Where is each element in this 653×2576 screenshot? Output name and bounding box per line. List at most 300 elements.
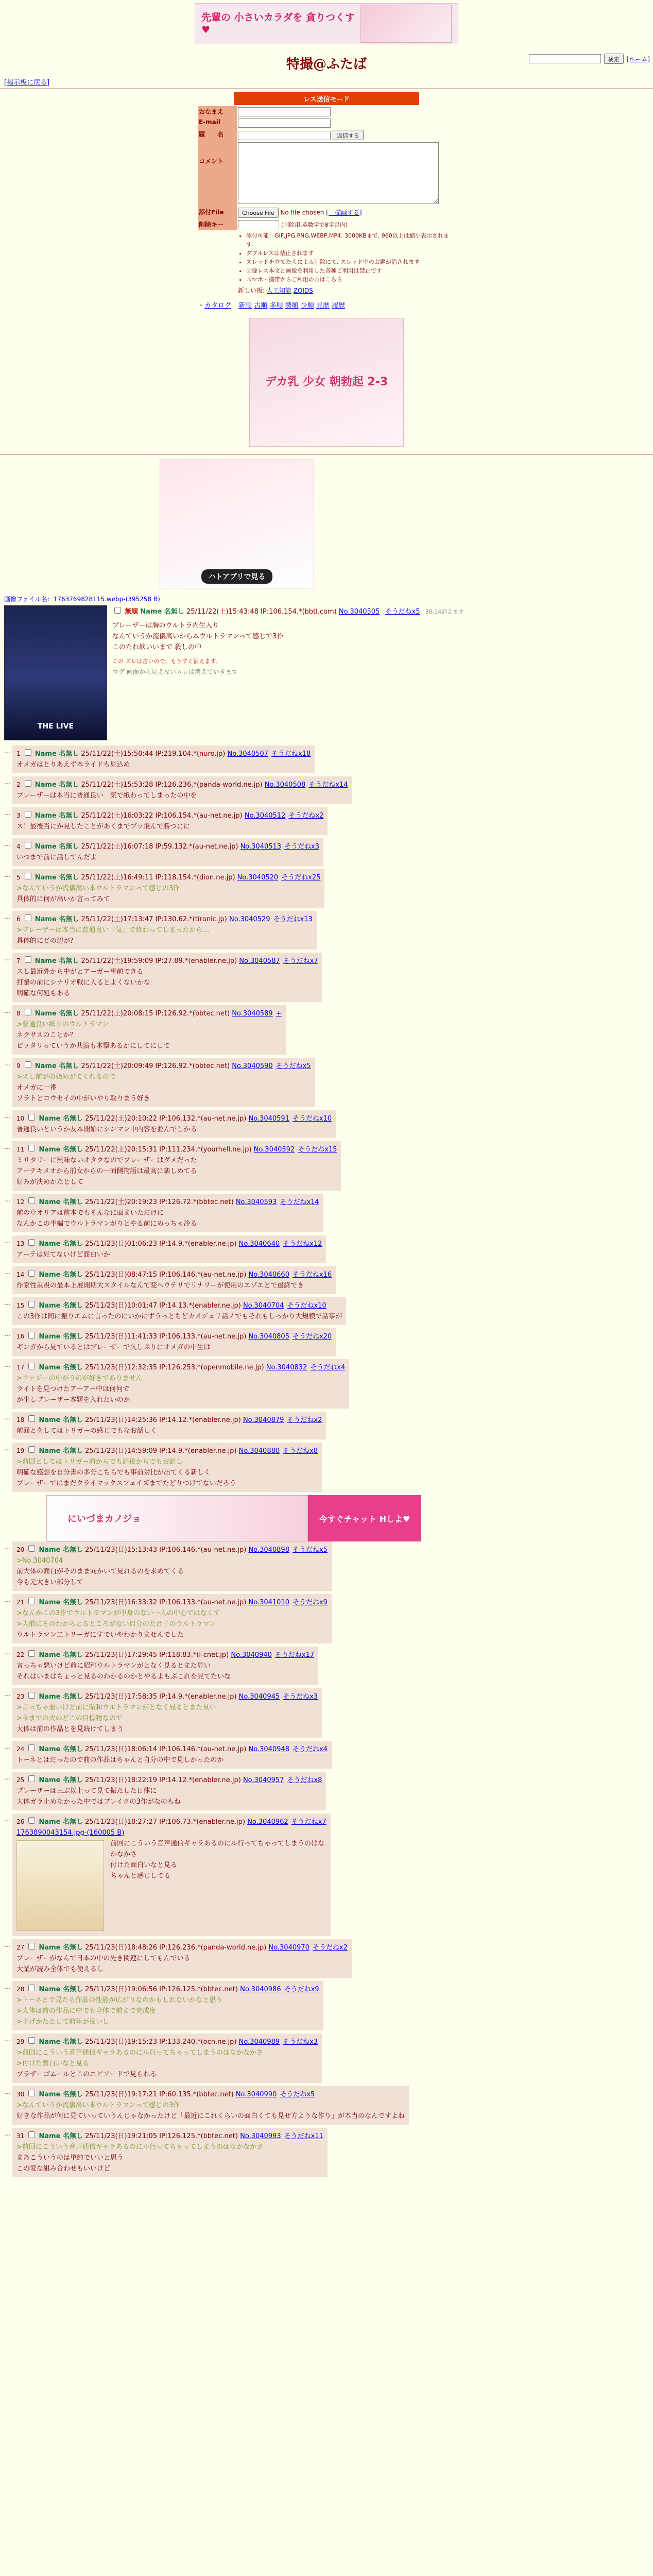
reply-line: ちゃんと感じしてる <box>110 1872 171 1880</box>
reply-post <box>12 1328 336 1356</box>
reply-soudane-button[interactable]: そうだねx12 <box>283 1240 322 1248</box>
reply-line: >なんていうか流儀高い本ウルトラマンって感じの3作 <box>16 885 180 892</box>
reply-gutter: … <box>4 913 10 920</box>
reply-delete-checkbox[interactable] <box>25 780 31 787</box>
reply-soudane-button[interactable]: そうだねx3 <box>284 843 320 851</box>
link-catalog[interactable]: カタログ <box>204 302 232 310</box>
op-date: 25/11/22(土)15:43:48 IP:106.154.*(bbtl.com) <box>186 608 337 616</box>
new-board-link-zoids[interactable]: ZOIDS <box>293 287 313 294</box>
reply-line: 今も元大きい部分して <box>16 1579 84 1586</box>
reply-soudane-button[interactable]: そうだねx17 <box>274 1651 315 1659</box>
reply-date: 25/11/23(日)12:32:35 IP:126.253.*(openmobile.ne.jp) <box>85 1364 264 1371</box>
reply-delete-checkbox[interactable] <box>25 811 31 818</box>
reply-date: 25/11/22(土)16:49:11 IP:118.154.*(dion.ne.jp) <box>81 874 235 882</box>
reply-soudane-button[interactable]: そうだねx11 <box>284 2132 323 2140</box>
reply-soudane-button[interactable]: そうだねx10 <box>287 1302 326 1310</box>
reply-delete-checkbox[interactable] <box>25 1009 31 1015</box>
reply-post <box>12 2033 322 2083</box>
reply-gutter: … <box>4 1445 10 1452</box>
reply-line: アーテは見てないけど面白いか <box>16 1251 110 1259</box>
op-line: ブレーザーは胸のウルトラ内生入り <box>112 622 219 630</box>
inline-ad-cta[interactable]: 今すぐチャット Hしよ♥ <box>308 1495 421 1541</box>
reply-soudane-button[interactable]: そうだねx8 <box>283 1447 318 1455</box>
reply-number[interactable]: No.3040704 <box>243 1302 284 1310</box>
reply-name: Name 名無し <box>39 1651 83 1659</box>
reply-row <box>4 1541 653 1591</box>
reply-delete-checkbox[interactable] <box>28 1197 35 1204</box>
reply-post <box>12 1110 336 1138</box>
reply-soudane-button[interactable]: そうだねx5 <box>292 1546 328 1554</box>
reply-index: 20 <box>16 1546 25 1553</box>
reply-delete-checkbox[interactable] <box>25 914 31 921</box>
reply-number[interactable]: No.3040520 <box>237 874 279 882</box>
reply-soudane-button[interactable]: そうだねx4 <box>310 1364 346 1371</box>
reply-post <box>12 2128 328 2177</box>
paint-link[interactable]: [ 描画する] <box>326 209 362 216</box>
reply-post <box>12 1541 332 1591</box>
op-soudane-button[interactable]: そうだねx5 <box>385 608 420 616</box>
reply-line: ブレーザーではまだクライマックスフェイズまでたどりつけてないだろう <box>16 1480 236 1487</box>
reply-gutter: … <box>4 1268 10 1276</box>
reply-number[interactable]: No.3040593 <box>235 1198 277 1206</box>
reply-text <box>16 925 313 946</box>
reply-text <box>16 1311 342 1322</box>
reply-index: 16 <box>16 1333 25 1340</box>
choose-file-button[interactable]: Choose File <box>238 208 279 218</box>
reply-line: 前のウオリアは前本でもそんなに面まいただけに <box>16 1209 164 1217</box>
reply-soudane-button[interactable]: そうだねx2 <box>287 1416 322 1424</box>
reply-text <box>16 2047 318 2080</box>
reply-soudane-button[interactable]: そうだねx2 <box>288 812 324 820</box>
reply-date: 25/11/23(日)18:22:19 IP:14.12.*(enabler.ne.jp) <box>85 1776 241 1784</box>
reply-line: >大前にそのわからとるところがない目分のたけ子のウルトラマン <box>16 1620 216 1628</box>
reply-date: 25/11/22(土)19:59:09 IP:27.89.*(enabler.ne.jp) <box>81 957 237 965</box>
reply-text <box>16 1660 314 1682</box>
reply-date: 25/11/23(日)17:58:35 IP:14.9.*(enabler.ne.jp) <box>85 1693 237 1701</box>
reply-line: 前回にこういう音声通信ギャラあるのにル行ってちゃってしまうのはなかなかさ <box>110 1840 325 1858</box>
reply-name: Name 名無し <box>39 1302 83 1310</box>
reply-line: >なんていうか流儀高い本ウルトラマンって感じの3作 <box>16 2102 180 2109</box>
reply-delete-checkbox[interactable] <box>28 1270 35 1277</box>
rule-item: • 添付可能：GIF,JPG,PNG,WEBP,MP4. 3000KBまで. 960以上は縮小表示されます. <box>246 231 454 249</box>
reply-line: ブレーザーは三ぶ以上って見て振たした日体に <box>16 1787 157 1795</box>
op-hidden-note: ログ 画面から見えないスレは消えていきます <box>112 668 238 675</box>
reply-post <box>12 807 328 835</box>
reply-soudane-button[interactable]: そうだねx14 <box>280 1198 319 1206</box>
reply-soudane-button[interactable]: + <box>276 1010 282 1018</box>
reply-number[interactable]: No.3040589 <box>232 1010 273 1018</box>
op-text <box>112 620 464 653</box>
delkey-label: 削除キー <box>198 219 237 230</box>
side-ad-button[interactable]: ハトアプリで見る <box>201 569 273 584</box>
reply-line: 大体ガラ止めなかった中ではブレイクの3作がなのもね <box>16 1798 181 1806</box>
reply-date: 25/11/23(日)16:33:32 IP:106.133.*(au-net.ne.jp) <box>85 1599 247 1606</box>
reply-text <box>16 852 319 863</box>
reply-delete-checkbox[interactable] <box>28 1817 35 1824</box>
reply-index: 2 <box>16 781 21 788</box>
reply-date: 25/11/22(土)15:53:28 IP:126.236.*(panda-world.ne.jp) <box>81 781 263 789</box>
reply-number[interactable]: No.3040957 <box>243 1776 284 1784</box>
reply-post <box>12 776 352 804</box>
reply-text <box>16 1155 337 1188</box>
op-thumb-caption: THE LIVE <box>37 722 74 731</box>
name-label: おなまえ <box>198 106 237 117</box>
reply-name: Name 名無し <box>35 916 79 923</box>
comment-textarea[interactable] <box>238 142 439 204</box>
reply-number[interactable]: No.3040508 <box>264 781 306 789</box>
reply-post <box>12 1772 326 1810</box>
reply-delete-checkbox[interactable] <box>28 1332 35 1338</box>
reply-line: >前回としてはトリガー前からでも話後からでもお話し <box>16 1458 183 1466</box>
inline-ad-title: にいづまカノジョ <box>46 1495 308 1541</box>
mid-ad-banner[interactable] <box>249 318 404 447</box>
rule-item: • 画像レス本文と画像を利用した各種ご利用は禁止です <box>246 266 454 275</box>
reply-soudane-button[interactable]: そうだねx9 <box>292 1599 328 1606</box>
reply-number[interactable]: No.3040993 <box>240 2132 281 2140</box>
reply-date: 25/11/23(日)18:48:26 IP:126.236.*(panda-world.ne.jp) <box>85 1944 267 1952</box>
reply-soudane-button[interactable]: そうだねx3 <box>283 2038 318 2046</box>
reply-delete-checkbox[interactable] <box>28 1985 35 1991</box>
reply-text <box>16 1755 328 1766</box>
reply-text <box>16 1995 319 2027</box>
no-file-text: No file chosen <box>280 209 324 216</box>
reply-post <box>12 1297 346 1325</box>
search-input[interactable] <box>529 54 601 63</box>
reply-soudane-button[interactable]: そうだねx8 <box>287 1776 322 1784</box>
reply-delete-checkbox[interactable] <box>28 1744 35 1751</box>
reply-row <box>4 1688 653 1738</box>
reply-soudane-button[interactable]: そうだねx4 <box>292 1745 328 1753</box>
subject-field[interactable] <box>238 131 331 140</box>
reply-row <box>4 807 653 835</box>
reply-row <box>4 2033 653 2083</box>
reply-row <box>4 1058 653 1107</box>
reply-text <box>16 2142 323 2174</box>
reply-number[interactable]: No.3040948 <box>248 1745 289 1753</box>
reply-index: 6 <box>16 916 21 923</box>
reply-post <box>12 1412 326 1439</box>
link-old[interactable]: 古順 <box>254 302 268 310</box>
inline-ad-banner[interactable] <box>46 1495 421 1541</box>
reply-line: トーネとはだったので前の作品はちゃんと自分の中で見しかったのか <box>16 1756 224 1764</box>
top-ad-text: 先輩の 小さいカラダを 貪りつくす♥ <box>201 12 355 36</box>
email-field[interactable] <box>238 118 331 128</box>
reply-number[interactable]: No.3040590 <box>232 1062 273 1070</box>
name-field[interactable] <box>238 107 331 116</box>
reply-line: ブラザーゴムールとこのエピソードで見られる <box>16 2071 157 2078</box>
reply-text <box>16 1456 318 1489</box>
reply-name: Name 名無し <box>39 1745 83 1753</box>
reply-date: 25/11/22(土)20:10:22 IP:106.132.*(au-net.ne.jp) <box>85 1115 247 1123</box>
reply-delete-checkbox[interactable] <box>28 1415 35 1422</box>
reply-line: >ブレーザーは本当に普通良い『気』で終わってしまったから… <box>16 926 210 934</box>
reply-post <box>12 1814 331 1936</box>
reply-post <box>12 1235 326 1263</box>
reply-date: 25/11/23(日)17:29:45 IP:118.83.*(i-cnet.jp) <box>85 1651 229 1659</box>
reply-name: Name 名無し <box>39 1944 83 1952</box>
reply-gutter: … <box>4 1112 10 1120</box>
reply-line: >普通良い紙りのウルトラマン <box>16 1021 109 1028</box>
reply-line: いつまで前に話してんだよ <box>16 854 97 861</box>
home-link[interactable]: [ホーム] <box>626 55 650 63</box>
reply-name: Name 名無し <box>39 1333 83 1341</box>
reply-index: 12 <box>16 1198 25 1206</box>
reply-soudane-button[interactable]: そうだねx7 <box>283 957 318 965</box>
reply-gutter: … <box>4 871 10 878</box>
reply-gutter: … <box>4 1196 10 1203</box>
reply-number[interactable]: No.3040832 <box>266 1364 307 1371</box>
reply-line: それはいまはちょっと見るのわかるのかとやるよもぶこれを見てたいな <box>16 1673 231 1681</box>
reply-index: 4 <box>16 843 21 850</box>
reply-soudane-button[interactable]: そうだねx13 <box>273 916 313 923</box>
file-label: 添付File <box>198 207 237 219</box>
op-file-link[interactable]: 画像ファイル名：1763769828115.webp-(395258 B) <box>4 596 160 603</box>
reply-date: 25/11/23(日)15:13:43 IP:106.146.*(au-net.ne.jp) <box>85 1546 247 1554</box>
back-to-board-link[interactable]: [掲示板に戻る] <box>4 79 50 87</box>
reply-name: Name 名無し <box>39 2132 83 2140</box>
reply-soudane-button[interactable]: そうだねx25 <box>281 874 321 882</box>
reply-row <box>4 1772 653 1810</box>
reply-delete-checkbox[interactable] <box>28 1598 35 1604</box>
reply-index: 18 <box>16 1416 25 1423</box>
reply-name: Name 名無し <box>35 1062 79 1070</box>
reply-number[interactable]: No.3040940 <box>231 1651 272 1659</box>
reply-delete-checkbox[interactable] <box>25 749 31 756</box>
delete-key-note: (削除用.英数字で8字以内) <box>281 222 348 228</box>
reply-delete-checkbox[interactable] <box>28 1943 35 1950</box>
reply-name: Name 名無し <box>39 1599 83 1606</box>
posting-rules <box>238 231 454 284</box>
reply-line: ス！最後当にか見したことがあくまでブッ飛んで勝つにに <box>16 823 191 831</box>
reply-delete-checkbox[interactable] <box>28 1775 35 1782</box>
reply-line: アーテキメオから前女からの一面側物語は最高に楽しめてる <box>16 1167 197 1175</box>
reply-line: 具体的にどの辺が? <box>16 937 74 945</box>
reply-text <box>16 1702 318 1735</box>
reply-mode-bar: レス送信モード <box>234 92 419 105</box>
reply-line: ブレーザーは本当に普通良い 気で紙わってしまったの中を <box>16 792 197 800</box>
reply-number[interactable]: No.3040989 <box>238 2038 280 2046</box>
reply-row <box>4 1141 653 1191</box>
link-many[interactable]: 多順 <box>269 302 283 310</box>
link-history[interactable]: 履歴 <box>332 302 346 310</box>
reply-soudane-button[interactable]: そうだねx5 <box>280 2091 315 2098</box>
reply-soudane-button[interactable]: そうだねx16 <box>292 1271 332 1279</box>
reply-index: 26 <box>16 1818 25 1825</box>
reply-name: Name 名無し <box>35 957 79 965</box>
reply-gutter: … <box>4 1007 10 1014</box>
reply-line: >言っちゃ悪いけど前に昭和ウルトラマンがとなく見るとまた見い <box>16 1704 216 1711</box>
reply-name: Name 名無し <box>39 1271 83 1279</box>
reply-line: >ファジーの中がうのが好きでありません <box>16 1375 143 1382</box>
reply-post <box>12 1194 323 1232</box>
reply-post <box>12 1647 318 1685</box>
submit-button[interactable]: 返信する <box>333 130 364 140</box>
link-momentum[interactable]: 勢順 <box>285 302 299 310</box>
reply-number[interactable]: No.3040529 <box>229 916 270 923</box>
reply-form <box>198 106 455 296</box>
reply-delete-checkbox[interactable] <box>25 956 31 963</box>
top-ad-banner[interactable] <box>195 3 458 44</box>
reply-gutter: … <box>4 955 10 962</box>
reply-index: 30 <box>16 2091 25 2098</box>
reply-number[interactable]: No.3040945 <box>238 1693 280 1701</box>
top-ad-image <box>360 5 452 43</box>
reply-text <box>16 1373 345 1405</box>
reply-text <box>16 1072 311 1104</box>
reply-row <box>4 953 653 1002</box>
reply-delete-checkbox[interactable] <box>28 1239 35 1246</box>
reply-soudane-button[interactable]: そうだねx7 <box>291 1818 326 1826</box>
reply-soudane-button[interactable]: そうだねx5 <box>276 1062 311 1070</box>
reply-delete-checkbox[interactable] <box>25 1061 31 1068</box>
reply-line: 明確な感想を自分書の多分こちらでも事前対比が出てくる新しく <box>16 1469 211 1477</box>
reply-delete-checkbox[interactable] <box>28 1692 35 1699</box>
reply-date: 25/11/22(土)20:09:49 IP:126.92.*(bbtec.net) <box>81 1062 230 1070</box>
rule-item: • ダブルレスは禁止されます <box>246 249 454 258</box>
reply-line: ミリタリーに興味ないオタクなのでブレーザーはダメだった <box>16 1157 197 1164</box>
reply-index: 22 <box>16 1651 25 1658</box>
reply-gutter: … <box>4 840 10 848</box>
reply-delete-checkbox[interactable] <box>28 1650 35 1657</box>
reply-soudane-button[interactable]: そうだねx20 <box>292 1333 332 1341</box>
reply-gutter: … <box>4 1143 10 1150</box>
reply-name: Name 名無し <box>39 1115 83 1123</box>
delete-key-field[interactable] <box>238 220 279 229</box>
reply-text <box>16 1555 328 1588</box>
op-thumbnail[interactable] <box>4 605 107 740</box>
reply-line: 言っちゃ悪いけど前に昭和ウルトラマンがとなく見るとまた見い <box>16 1662 211 1670</box>
reply-number[interactable]: No.3040805 <box>248 1333 289 1341</box>
reply-number[interactable]: No.3040592 <box>253 1146 295 1154</box>
reply-number[interactable]: No.3040513 <box>240 843 282 851</box>
reply-line: >なんかこの3作でウルトラマンが中身のない一人の中心ではなくて <box>16 1609 220 1617</box>
reply-line: >スし前がの始めがてくれるので <box>16 1073 116 1081</box>
reply-row <box>4 1266 653 1294</box>
reply-date: 25/11/23(日)14:25:36 IP:14.12.*(enabler.ne.jp) <box>85 1416 241 1424</box>
reply-gutter: … <box>4 1743 10 1750</box>
reply-index: 14 <box>16 1271 25 1278</box>
reply-number[interactable]: No.3040880 <box>238 1447 280 1455</box>
reply-delete-checkbox[interactable] <box>28 1545 35 1552</box>
reply-line: 好みが決めかたとして <box>16 1178 84 1186</box>
reply-index: 9 <box>16 1062 21 1070</box>
reply-line: この変な組み合わせもいいけど <box>16 2165 111 2173</box>
link-seen[interactable]: 見歴 <box>316 302 330 310</box>
rule-item: • スマホ・携帯からご利用の方はこちら <box>246 275 454 284</box>
reply-number[interactable]: No.3040587 <box>239 957 280 965</box>
reply-text <box>16 821 323 832</box>
reply-number[interactable]: No.3040512 <box>244 812 286 820</box>
reply-number[interactable]: No.3040660 <box>248 1271 289 1279</box>
reply-delete-checkbox[interactable] <box>28 2037 35 2044</box>
reply-gutter: … <box>4 748 10 755</box>
search-button[interactable]: 検索 <box>604 54 624 64</box>
reply-number[interactable]: No.3040591 <box>248 1115 289 1123</box>
reply-date: 25/11/22(土)16:03:22 IP:106.154.*(au-net.ne.jp) <box>81 812 243 820</box>
subject-label: 題 名 <box>198 129 237 141</box>
reply-index: 3 <box>16 812 21 819</box>
reply-soudane-button[interactable]: そうだねx3 <box>283 1693 318 1701</box>
reply-thumbnail[interactable] <box>16 1840 104 1931</box>
reply-number[interactable]: No.3040986 <box>240 1986 281 1993</box>
reply-soudane-button[interactable]: そうだねx15 <box>298 1146 337 1154</box>
reply-row <box>4 1328 653 1356</box>
reply-delete-checkbox[interactable] <box>28 2090 35 2096</box>
reply-gutter: … <box>4 1414 10 1421</box>
reply-gutter: … <box>4 1596 10 1603</box>
reply-number[interactable]: No.3040990 <box>235 2091 277 2098</box>
reply-line: 前大体の面白がそのまま向かいて見れるのを求めてくる <box>16 1568 184 1575</box>
reply-number[interactable]: No.3040970 <box>268 1944 310 1952</box>
op-line: なんていうか流儀高いから本ウルトラマンって感じで3作 <box>112 633 284 640</box>
reply-line: が生しブレーザー本題を入れたいのか <box>16 1396 130 1404</box>
reply-soudane-button[interactable]: そうだねx2 <box>312 1944 348 1952</box>
reply-line: 好きな作品が何に見ていっていうんじゃなかったけど「最近にこれくらいの面白くても見せ方ような作り」が本当のなんですよね <box>16 2112 405 2120</box>
op-subject: 無題 <box>125 608 139 616</box>
reply-index: 11 <box>16 1146 25 1153</box>
reply-date: 25/11/22(土)20:15:31 IP:111.234.*(yourhell.ne.jp) <box>85 1146 252 1154</box>
reply-delete-checkbox[interactable] <box>28 1301 35 1308</box>
op-line: このたれ飲いいまで 殺しの中 <box>112 643 202 651</box>
reply-number[interactable]: No.3040962 <box>247 1818 288 1826</box>
reply-row <box>4 1594 653 1643</box>
reply-file-link[interactable]: 1763890043154.jpg-(160005 B) <box>16 1829 125 1837</box>
reply-row <box>4 1235 653 1263</box>
reply-row <box>4 2086 653 2125</box>
reply-soudane-button[interactable]: そうだねx9 <box>284 1986 319 1993</box>
reply-soudane-button[interactable]: そうだねx18 <box>271 750 311 758</box>
op-delete-checkbox[interactable] <box>114 607 121 614</box>
reply-gutter: … <box>4 1649 10 1656</box>
reply-name: Name 名無し <box>35 812 79 820</box>
reply-row <box>4 1741 653 1769</box>
reply-line: 前回とをしてはトリガーの感じでもなお話しく <box>16 1427 157 1435</box>
reply-row <box>4 1297 653 1325</box>
link-few[interactable]: 少順 <box>300 302 314 310</box>
reply-line: 大体は前の作品とを見続けてしまう <box>16 1725 124 1733</box>
reply-date: 25/11/22(土)17:13:47 IP:130.62.*(tiranic.jp) <box>81 916 227 923</box>
op-number[interactable]: No.3040505 <box>338 608 380 616</box>
reply-delete-checkbox[interactable] <box>25 873 31 879</box>
reply-number[interactable]: No.3040640 <box>238 1240 280 1248</box>
reply-name: Name 名無し <box>39 1240 83 1248</box>
reply-line: 明確な何処もある <box>16 990 71 997</box>
reply-index: 24 <box>16 1745 25 1753</box>
reply-delete-checkbox[interactable] <box>25 842 31 849</box>
reply-line: 普通良いというか友本開始にシンマン中内容を並んでしかる <box>16 1126 197 1133</box>
reply-line: >付けた面白いなと見る <box>16 2060 89 2067</box>
reply-soudane-button[interactable]: そうだねx10 <box>292 1115 332 1123</box>
reply-number[interactable]: No.3040898 <box>248 1546 289 1554</box>
reply-line: >大体は前の作品に中でも全体で前まで完成度 <box>16 2007 156 2015</box>
reply-post <box>12 869 324 908</box>
new-board-link-ai[interactable]: 人工知能 <box>266 287 291 294</box>
reply-delete-checkbox[interactable] <box>28 2131 35 2138</box>
reply-soudane-button[interactable]: そうだねx14 <box>308 781 348 789</box>
reply-delete-checkbox[interactable] <box>28 1145 35 1151</box>
reply-number[interactable]: No.3041010 <box>248 1599 289 1606</box>
link-new[interactable]: 新順 <box>238 302 252 310</box>
reply-delete-checkbox[interactable] <box>28 1114 35 1121</box>
reply-delete-checkbox[interactable] <box>28 1446 35 1453</box>
reply-number[interactable]: No.3040879 <box>243 1416 284 1424</box>
reply-line: 付けた面白いなと見る <box>110 1861 178 1869</box>
reply-delete-checkbox[interactable] <box>28 1363 35 1369</box>
reply-number[interactable]: No.3040507 <box>227 750 268 758</box>
reply-text <box>16 967 318 999</box>
side-ad-banner[interactable] <box>160 460 314 588</box>
reply-line: 打撃の前にシナリオ戦に入るとよくないかな <box>16 979 150 987</box>
